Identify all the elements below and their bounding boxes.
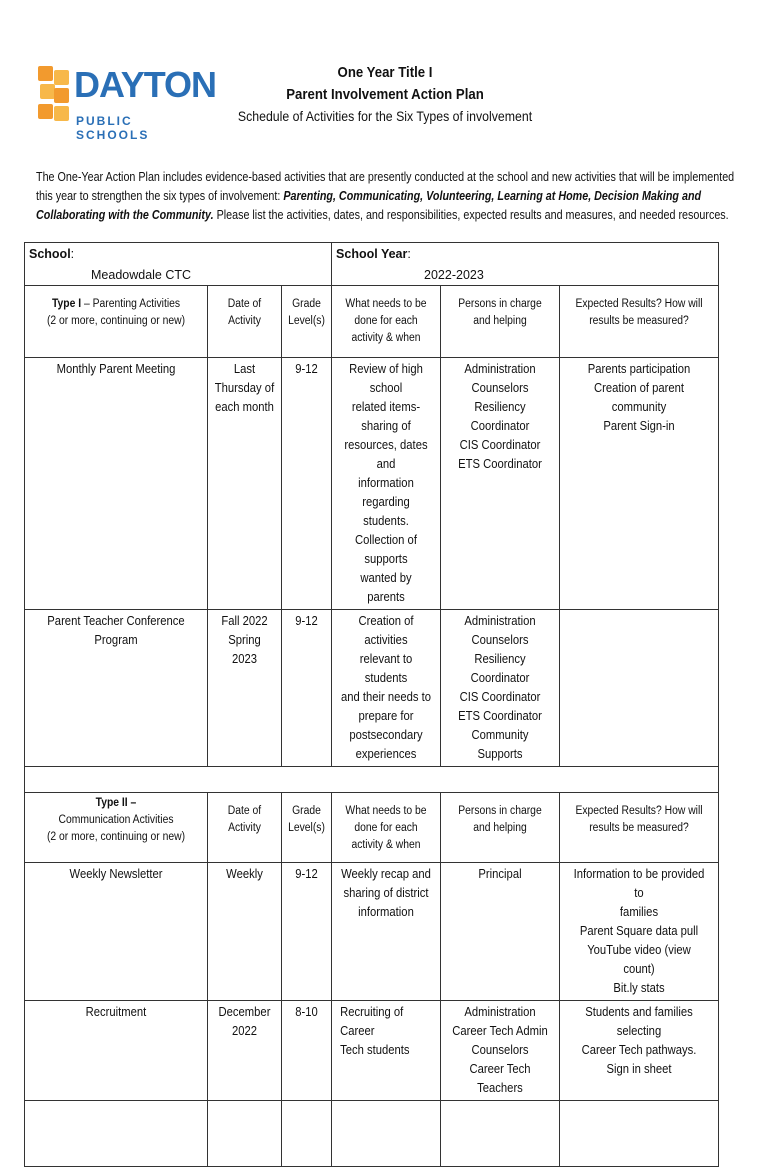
text-line: each month xyxy=(215,400,274,414)
type1-persons-header: Persons in charge and helping xyxy=(458,298,542,327)
text-line: (2 or more, continuing or new) xyxy=(46,831,186,843)
text-line: Career Tech pathways. xyxy=(581,1043,697,1057)
persons-cell xyxy=(447,358,553,476)
type1-results-header: Expected Results? How will results be measured? xyxy=(575,298,703,327)
text-line: Administration xyxy=(464,1005,536,1019)
document-title xyxy=(200,62,570,126)
school-label: School xyxy=(29,247,71,261)
type1-header-row xyxy=(25,286,719,358)
text-line: Weekly xyxy=(226,867,263,881)
table-row xyxy=(25,1001,719,1101)
title-line-1: One Year Title I xyxy=(337,64,433,81)
text-line: Fall 2022 xyxy=(221,614,268,628)
type1-grade-header: Grade Level(s) xyxy=(288,298,325,327)
text-line: Type I xyxy=(51,298,82,310)
text-line: prepare for xyxy=(358,709,414,723)
text-line: related items-sharing of xyxy=(351,400,421,433)
school-year-value: 2022-2023 xyxy=(424,268,484,282)
table-row xyxy=(25,358,719,610)
type1-title xyxy=(34,286,198,332)
text-line: Creation of activities xyxy=(358,614,414,647)
persons-cell xyxy=(447,863,553,886)
text-line: Tech students xyxy=(340,1043,410,1057)
empty-row xyxy=(25,1101,719,1167)
text-line: Parent Square data pull xyxy=(579,924,699,938)
text-line: Counselors xyxy=(471,1043,529,1057)
text-line: and their needs to xyxy=(340,690,432,704)
grade-cell: 9-12 xyxy=(295,867,318,881)
table-row xyxy=(25,610,719,767)
text-line: Administration xyxy=(464,362,536,376)
grade-cell: 9-12 xyxy=(295,614,318,628)
text-line: postsecondary xyxy=(349,728,423,742)
text-line: Resiliency Coordinator xyxy=(470,652,530,685)
text-line: sharing of district xyxy=(343,886,429,900)
dayton-logo xyxy=(36,62,217,142)
text-line: Communication Activities xyxy=(58,814,174,826)
text-line: Students and families selecting xyxy=(585,1005,693,1038)
text-line: Bit.ly stats xyxy=(613,981,665,995)
type2-header-row xyxy=(25,793,719,863)
school-cell: School: Meadowdale CTC xyxy=(25,243,332,286)
text-line: YouTube video (view count) xyxy=(587,943,691,976)
text-line: Collection of supports xyxy=(355,533,417,566)
activity-cell: Parent Teacher Conference Program xyxy=(47,614,185,647)
school-year-cell: School Year: 2022-2023 xyxy=(332,243,719,286)
type2-persons-header: Persons in charge and helping xyxy=(458,805,542,834)
type2-what-header: What needs to be done for each activity & when xyxy=(345,805,427,851)
what-cell xyxy=(337,358,434,609)
results-cell xyxy=(568,358,710,438)
text-line: Parents participation xyxy=(587,362,691,376)
text-line: Spring 2023 xyxy=(228,633,261,666)
text-line: Parent Sign-in xyxy=(603,419,675,433)
activity-cell: Monthly Parent Meeting xyxy=(56,362,176,376)
text-line: ETS Coordinator xyxy=(458,457,542,471)
text-line: experiences xyxy=(355,747,417,761)
text-line: Recruiting of Career xyxy=(340,1005,404,1038)
text-line: Type II – xyxy=(95,797,137,809)
text-line: (2 or more, continuing or new) xyxy=(46,315,186,327)
text-line: information xyxy=(358,905,414,919)
text-line: Sign in sheet xyxy=(606,1062,672,1076)
text-line: Administration xyxy=(464,614,536,628)
text-line: families xyxy=(619,905,659,919)
date-cell xyxy=(212,358,278,419)
logo-wordmark: DAYTON xyxy=(74,64,217,105)
action-plan-table xyxy=(24,242,719,1167)
type1-what-header: What needs to be done for each activity & when xyxy=(345,298,427,344)
what-cell xyxy=(337,610,434,766)
school-year-label: School Year xyxy=(336,247,408,261)
text-line: The One-Year Action Plan includes evidence-based activities that are presently conducted at the school and new activities that will be implemented this year to strengthen the six types of involvement: xyxy=(36,170,735,203)
text-line: ETS Coordinator xyxy=(458,709,542,723)
text-line: relevant to students xyxy=(359,652,413,685)
text-line: Community Supports xyxy=(471,728,529,761)
text-line: Weekly recap and xyxy=(341,867,431,881)
type2-date-header: Date of Activity xyxy=(227,805,262,834)
text-line: Career Tech Admin xyxy=(452,1024,548,1038)
what-cell xyxy=(337,1001,434,1062)
text-line: Creation of parent community xyxy=(594,381,685,414)
text-line: resources, dates and xyxy=(344,438,428,471)
date-cell xyxy=(212,863,278,886)
empty-row xyxy=(25,767,719,793)
text-line: Review of high school xyxy=(349,362,423,395)
activity-cell: Weekly Newsletter xyxy=(69,867,163,881)
text-line: 2022 xyxy=(231,1024,258,1038)
text-line: – Parenting Activities xyxy=(81,298,181,310)
text-line: Please list the activities, dates, and responsibilities, expected results and measures, and needed resources. xyxy=(213,208,729,222)
grade-cell: 9-12 xyxy=(295,362,318,376)
title-line-2: Parent Involvement Action Plan xyxy=(286,86,484,103)
persons-cell xyxy=(447,1001,553,1100)
persons-cell xyxy=(447,610,553,766)
text-line: Counselors xyxy=(471,381,529,395)
table-row xyxy=(25,863,719,1001)
text-line: Counselors xyxy=(471,633,529,647)
date-cell xyxy=(212,1001,278,1043)
text-line: Principal xyxy=(478,867,522,881)
text-line: information regarding xyxy=(358,476,414,509)
text-line: students. xyxy=(363,514,409,528)
text-line: Last xyxy=(233,362,256,376)
text-line: CIS Coordinator xyxy=(459,690,541,704)
text-line: Thursday of xyxy=(214,381,275,395)
school-value: Meadowdale CTC xyxy=(91,268,192,282)
type2-grade-header: Grade Level(s) xyxy=(288,805,325,834)
logo-subtitle: PUBLIC SCHOOLS xyxy=(76,114,150,142)
grade-cell: 8-10 xyxy=(295,1005,318,1019)
school-info-row xyxy=(25,243,719,286)
text-line: wanted by parents xyxy=(360,571,412,604)
results-cell xyxy=(568,863,710,1000)
logo-blocks-icon xyxy=(36,62,70,126)
text-line: Information to be provided to xyxy=(573,867,705,900)
text-line: December xyxy=(218,1005,271,1019)
intro-paragraph xyxy=(36,168,736,225)
activity-cell: Recruitment xyxy=(85,1005,147,1019)
text-line: Career Tech Teachers xyxy=(469,1062,531,1095)
date-cell xyxy=(212,610,278,671)
type2-title xyxy=(34,793,198,848)
results-cell xyxy=(568,1001,710,1081)
results-cell xyxy=(568,610,710,614)
text-line: Resiliency Coordinator xyxy=(470,400,530,433)
type2-results-header: Expected Results? How will results be measured? xyxy=(575,805,703,834)
title-line-3: Schedule of Activities for the Six Types of involvement xyxy=(237,108,533,124)
six-types-list: Parenting, Communicating, Volunteering, Learning at Home, Decision Making and Collaborating with the Community. xyxy=(36,189,702,222)
what-cell xyxy=(337,863,434,924)
type1-date-header: Date of Activity xyxy=(227,298,262,327)
text-line: CIS Coordinator xyxy=(459,438,541,452)
